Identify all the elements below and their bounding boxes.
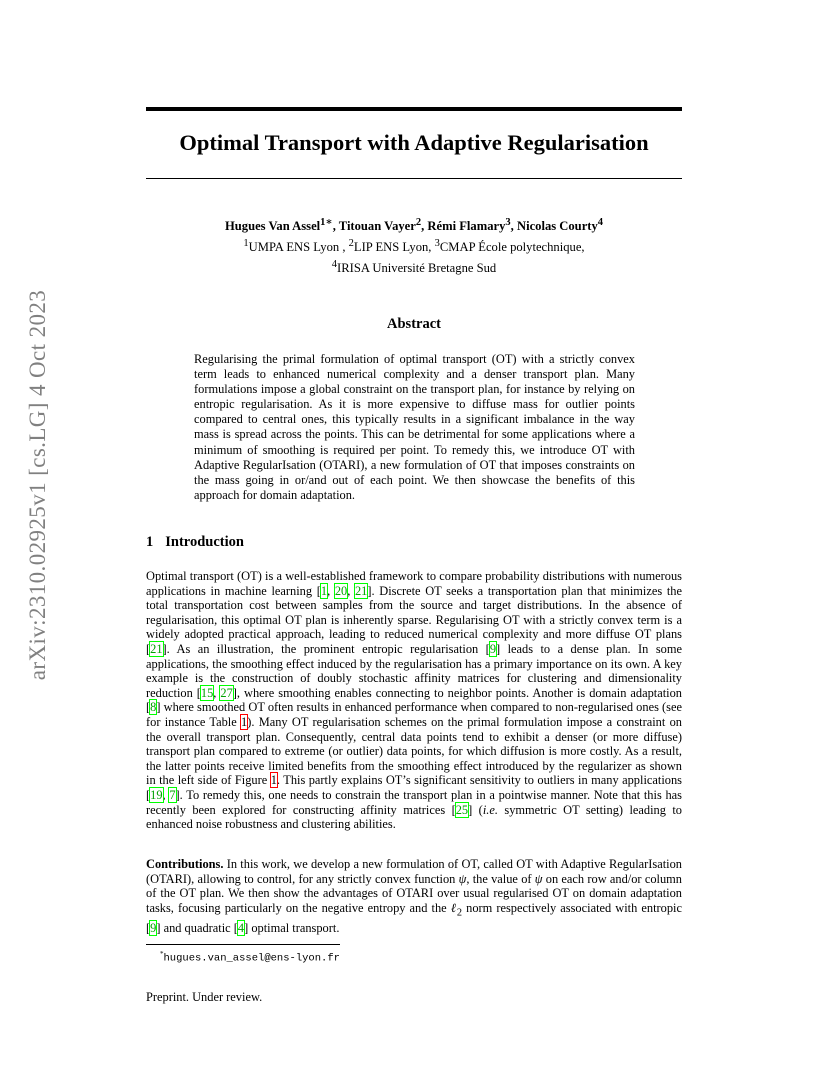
citation-link[interactable]: 1 (320, 583, 328, 598)
affiliations-line (146, 235, 682, 256)
abstract-text: Regularising the primal formulation of optimal transport (OT) with a strictly convex term leads to enhanced numerical complexity and a denser transport plan. Many formulations impose a global constraint on the transport plan, for instance by relying on entropic regularisation. As it is more expensive to diffuse mass for outlier points compared to central ones, this typically results in a significant imbalance in the way mass is spread across the points. This can be detrimental for some applications where a minimum of smoothing is required per point. To remedy this, we introduce OT with Adaptive RegularIsation (OTARI), a new formulation of OT that imposes constraints on the mass going in or/and out of each point. We then showcase the benefits of this approach for domain adaptation. (194, 352, 635, 502)
author-affil-mark: 1∗ (320, 217, 333, 228)
section-heading (146, 534, 244, 551)
math-ell: ℓ (450, 900, 457, 915)
text-run: , (347, 583, 355, 598)
author-name: Titouan Vayer (338, 219, 416, 234)
paper-title: Optimal Transport with Adaptive Regularisation (179, 130, 649, 155)
author-affil-mark: 4 (597, 217, 604, 228)
author-name: Rémi Flamary (427, 219, 506, 234)
affil-mark: 1 (243, 238, 249, 250)
paragraph-heading: Contributions. (146, 857, 224, 871)
citation-link[interactable]: 9 (489, 641, 497, 656)
text-run: ], where smoothing enables connecting to neighbor points. Another is domain adaptation [ (146, 685, 682, 715)
citation-link[interactable]: 25 (455, 802, 469, 817)
contributions-paragraph (146, 857, 682, 935)
text-run: on each row and/or column of the OT plan. We then show the advantages of OTARI over usual regularised OT on domain adaptation tasks, focusing particularly on the negative entropy and the (146, 871, 682, 915)
section-title: Introduction (165, 534, 244, 550)
citation-link[interactable]: 9 (150, 920, 157, 935)
title-bottom-rule (146, 178, 682, 179)
text-run: , (213, 685, 221, 700)
text-run: ]. As an illustration, the prominent entropic regularisation [ (162, 641, 490, 656)
footnote-rule (146, 944, 340, 945)
italic-text: i.e. (482, 802, 498, 817)
citation-link[interactable]: 8 (150, 700, 157, 715)
citation-link[interactable]: 20 (334, 583, 348, 598)
text-run: In this work, we develop a new formulation of OT, called OT with Adaptive RegularIsation (OTARI), allowing to control, for any strictly convex function (146, 857, 682, 886)
author-names: Hugues Van Assel$^{1∗}$, Titouan Vayer$^2$, Rémi Flamary$^3$, Nicolas Courty$^4$ (224, 217, 604, 234)
footnote-email[interactable]: hugues.van_assel@ens-lyon.fr (163, 952, 340, 965)
citation-link[interactable]: 7 (169, 787, 176, 802)
math-psi: ψ (534, 871, 543, 886)
text-run: , the value of (466, 871, 535, 886)
affiliation: IRISA Université Bretagne Sud (337, 261, 497, 276)
text-run: . This partly explains OT’s significant sensitivity to outliers in many applications [ (146, 773, 682, 802)
affil-mark: 2 (348, 238, 354, 250)
math-psi: ψ (458, 871, 467, 886)
table-reference-link[interactable]: 1 (241, 714, 248, 729)
preprint-notice: Preprint. Under review. (146, 990, 263, 1004)
text-run: , (327, 583, 335, 598)
text-run: ] leads to a dense plan. In some applications, the smoothing effect induced by the regularisation has a primary importance on its own. A key example is the construction of doubly stochastic affinity matrices for clustering and dimensionality reduction [ (146, 641, 682, 700)
text-run: Optimal transport (OT) is a well-established framework to compare probability distributions with numerous applications in machine learning [ (146, 569, 682, 598)
citation-link[interactable]: 21 (354, 583, 368, 598)
section-number: 1 (146, 534, 154, 550)
intro-paragraph (146, 569, 682, 832)
text-run: ). Many OT regularisation schemes on the primal formulation impose a constraint on the overall transport plan. Consequently, central data points tend to exhibit a denser (or more diffuse) transport plan compared to extreme (or outlier) data points, for which diffusion is more costly. As a result, the latter points receive limited benefits from the smoothing effect introduced by the regularizer as shown in the left side of Figure (146, 714, 682, 788)
affil-mark: 4 (331, 259, 338, 271)
citation-link[interactable]: 19 (150, 787, 163, 802)
text-run: ] optimal transport. (244, 920, 340, 935)
citation-link[interactable]: 15 (200, 685, 214, 700)
abstract-heading: Abstract (387, 316, 441, 332)
text-run: ]. To remedy this, one needs to constrain the transport plan in a pointwise manner. Note that this has recently been explored for constructing affinity matrices [ (146, 787, 682, 817)
author-name: Nicolas Courty (516, 219, 598, 234)
text-run: , (162, 787, 170, 802)
affil-mark: 3 (434, 238, 440, 250)
affiliations-line (146, 256, 682, 277)
citation-link[interactable]: 4 (237, 920, 245, 935)
text-run: ] and quadratic [ (156, 920, 238, 935)
author-block (146, 214, 682, 278)
text-run: ]. Discrete OT seeks a transportation plan that minimizes the total transportation cost between samples from the source and target distributions. In the absence of regularisation, this optimal OT plan is inherently sparse. Regularising OT with a strictly convex term is a widely adopted practical approach, leading to reduced numerical complexity and more diffuse OT plans [ (146, 583, 682, 656)
text-run: ] where smoothed OT often results in enhanced performance when compared to non-regularised ones (see for instance Table (146, 700, 682, 729)
figure-reference-link[interactable]: 1 (270, 773, 277, 788)
affiliation: CMAP École polytechnique, (439, 240, 585, 255)
citation-link[interactable]: 21 (150, 641, 163, 656)
text-run: ] ( (468, 802, 483, 817)
citation-link[interactable]: 27 (220, 685, 233, 700)
footnote (160, 950, 340, 965)
author-name: Hugues Van Assel (224, 219, 321, 234)
text-run: symmetric OT setting) leading to enhanced noise robustness and clustering abilities. (146, 802, 682, 832)
affiliation: UMPA ENS Lyon , (248, 240, 346, 255)
math-subscript: 2 (456, 907, 463, 919)
footnote-mark: * (160, 950, 164, 958)
affiliation: LIP ENS Lyon, (353, 240, 432, 255)
title-top-rule (146, 107, 682, 111)
text-run: norm respectively associated with entropic [ (146, 900, 682, 935)
author-affil-mark: 2 (415, 217, 422, 228)
author-affil-mark: 3 (505, 217, 511, 228)
arxiv-identifier: arXiv:2310.02925v1 [cs.LG] 4 Oct 2023 (25, 289, 50, 681)
